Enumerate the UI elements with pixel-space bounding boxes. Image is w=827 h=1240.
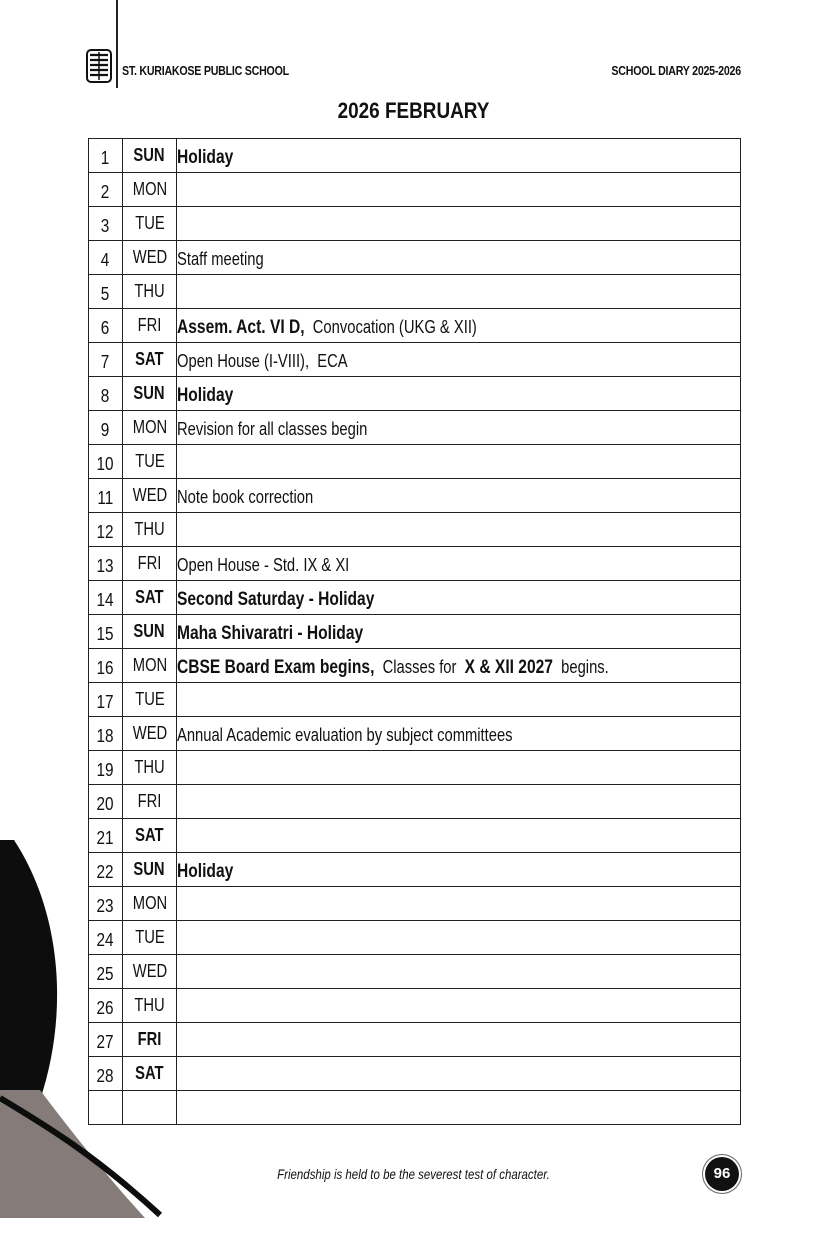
date-cell — [89, 989, 123, 1023]
event-segment: Annual Academic evaluation by subject committees — [177, 725, 513, 745]
event-cell — [177, 547, 741, 581]
date-number: 1 — [101, 148, 110, 168]
date-number: 9 — [101, 420, 110, 440]
event-cell — [177, 819, 741, 853]
date-number: 7 — [101, 352, 110, 372]
calendar-row — [89, 1057, 741, 1091]
weekday-cell — [123, 1091, 177, 1125]
date-number: 10 — [96, 454, 115, 474]
event-cell — [177, 343, 741, 377]
event-segment: Holiday — [177, 146, 234, 168]
date-number: 22 — [96, 862, 115, 882]
date-number: 20 — [96, 794, 115, 814]
event-segment: Holiday — [177, 384, 234, 406]
date-number: 15 — [96, 624, 115, 644]
weekday-cell — [123, 139, 177, 173]
calendar-body — [89, 139, 741, 1125]
weekday-label: SUN — [133, 859, 166, 879]
weekday-cell — [123, 309, 177, 343]
school-name: ST. KURIAKOSE PUBLIC SCHOOL — [122, 63, 289, 78]
date-number: 28 — [96, 1066, 115, 1086]
date-number: 25 — [96, 964, 115, 984]
event-text — [177, 317, 477, 339]
calendar-row — [89, 989, 741, 1023]
weekday-cell — [123, 173, 177, 207]
date-cell — [89, 1023, 123, 1057]
event-segment: Open House - Std. IX & XI — [177, 555, 350, 575]
date-cell — [89, 275, 123, 309]
calendar-row — [89, 751, 741, 785]
weekday-label: SAT — [135, 825, 164, 845]
event-cell — [177, 207, 741, 241]
calendar-row — [89, 173, 741, 207]
event-segment: CBSE Board Exam begins, — [177, 656, 375, 678]
date-number: 16 — [96, 658, 115, 678]
school-crest-icon — [86, 49, 112, 83]
calendar-row — [89, 649, 741, 683]
event-cell — [177, 853, 741, 887]
header-divider — [116, 0, 118, 88]
weekday-label: TUE — [134, 451, 165, 471]
weekday-cell — [123, 513, 177, 547]
event-segment: X & XII 2027 — [464, 656, 553, 678]
event-cell — [177, 377, 741, 411]
event-text — [177, 385, 233, 407]
event-segment: Staff meeting — [177, 249, 264, 269]
date-number: 18 — [96, 726, 115, 746]
weekday-cell — [123, 955, 177, 989]
event-segment: Revision for all classes begin — [177, 419, 368, 439]
weekday-cell — [123, 1023, 177, 1057]
event-text — [177, 623, 363, 645]
calendar-row — [89, 241, 741, 275]
weekday-label: SUN — [133, 621, 166, 641]
event-segment: Note book correction — [177, 487, 314, 507]
event-cell — [177, 581, 741, 615]
event-cell — [177, 139, 741, 173]
weekday-label: WED — [132, 723, 167, 743]
date-cell — [89, 853, 123, 887]
event-segment: ECA — [317, 351, 348, 371]
event-text — [177, 419, 367, 440]
event-cell — [177, 887, 741, 921]
date-number: 4 — [101, 250, 110, 270]
weekday-cell — [123, 207, 177, 241]
date-cell — [89, 241, 123, 275]
event-cell — [177, 955, 741, 989]
date-cell — [89, 513, 123, 547]
calendar-row — [89, 513, 741, 547]
event-text — [177, 589, 374, 611]
weekday-label: WED — [132, 961, 167, 981]
date-cell — [89, 1091, 123, 1125]
event-text — [177, 861, 233, 883]
weekday-label: SUN — [133, 383, 166, 403]
date-number: 17 — [96, 692, 115, 712]
date-number: 21 — [96, 828, 115, 848]
event-cell — [177, 1023, 741, 1057]
date-cell — [89, 479, 123, 513]
date-cell — [89, 173, 123, 207]
weekday-label: MON — [132, 655, 167, 675]
date-cell — [89, 411, 123, 445]
date-cell — [89, 581, 123, 615]
event-cell — [177, 173, 741, 207]
event-text — [177, 657, 609, 679]
calendar-row — [89, 1023, 741, 1057]
event-segment: Second Saturday - Holiday — [177, 588, 375, 610]
date-number: 12 — [96, 522, 115, 542]
event-text — [177, 555, 349, 576]
date-cell — [89, 445, 123, 479]
calendar-row — [89, 785, 741, 819]
calendar-row — [89, 1091, 741, 1125]
date-cell — [89, 921, 123, 955]
event-text — [177, 487, 313, 508]
date-number: 8 — [101, 386, 110, 406]
event-segment: Maha Shivaratri - Holiday — [177, 622, 364, 644]
event-cell — [177, 309, 741, 343]
date-cell — [89, 139, 123, 173]
weekday-label: THU — [134, 995, 165, 1015]
event-segment: Holiday — [177, 860, 234, 882]
date-number: 13 — [96, 556, 115, 576]
calendar-row — [89, 377, 741, 411]
calendar-row — [89, 309, 741, 343]
date-cell — [89, 819, 123, 853]
weekday-cell — [123, 1057, 177, 1091]
weekday-cell — [123, 819, 177, 853]
weekday-cell — [123, 887, 177, 921]
date-number: 2 — [101, 182, 110, 202]
date-number: 23 — [96, 896, 115, 916]
event-cell — [177, 785, 741, 819]
date-cell — [89, 717, 123, 751]
weekday-cell — [123, 853, 177, 887]
event-cell — [177, 241, 741, 275]
calendar-row — [89, 479, 741, 513]
calendar-row — [89, 717, 741, 751]
calendar-row — [89, 207, 741, 241]
weekday-label: SAT — [135, 1063, 164, 1083]
date-cell — [89, 377, 123, 411]
weekday-label: SAT — [135, 587, 164, 607]
event-cell — [177, 921, 741, 955]
calendar-row — [89, 955, 741, 989]
weekday-label: MON — [132, 417, 167, 437]
weekday-cell — [123, 717, 177, 751]
date-number: 6 — [101, 318, 110, 338]
event-cell — [177, 751, 741, 785]
weekday-cell — [123, 649, 177, 683]
weekday-cell — [123, 343, 177, 377]
diary-title: SCHOOL DIARY 2025-2026 — [611, 63, 741, 78]
footer-quote: Friendship is held to be the severest test of character. — [277, 1166, 550, 1182]
date-cell — [89, 343, 123, 377]
calendar-row — [89, 411, 741, 445]
weekday-label: WED — [132, 247, 167, 267]
weekday-label: MON — [132, 179, 167, 199]
date-number: 26 — [96, 998, 115, 1018]
calendar-table — [88, 138, 741, 1125]
black-arc-shape — [0, 840, 57, 1100]
weekday-label: SUN — [133, 145, 166, 165]
date-cell — [89, 887, 123, 921]
date-cell — [89, 785, 123, 819]
weekday-cell — [123, 479, 177, 513]
event-cell — [177, 717, 741, 751]
date-cell — [89, 615, 123, 649]
calendar-row — [89, 547, 741, 581]
date-cell — [89, 649, 123, 683]
date-cell — [89, 955, 123, 989]
weekday-label: TUE — [134, 689, 165, 709]
weekday-cell — [123, 547, 177, 581]
page-title: 2026 FEBRUARY — [337, 98, 490, 123]
date-number: 3 — [101, 216, 110, 236]
weekday-label: FRI — [137, 315, 162, 335]
event-cell — [177, 275, 741, 309]
event-cell — [177, 513, 741, 547]
event-cell — [177, 683, 741, 717]
event-text — [177, 725, 513, 746]
date-cell — [89, 1057, 123, 1091]
event-cell — [177, 1057, 741, 1091]
weekday-cell — [123, 241, 177, 275]
weekday-cell — [123, 377, 177, 411]
event-segment: Open House (I-VIII), — [177, 351, 310, 371]
event-cell — [177, 989, 741, 1023]
weekday-cell — [123, 581, 177, 615]
page-number-badge: 96 — [705, 1157, 739, 1191]
weekday-label: FRI — [137, 1029, 162, 1049]
event-segment: begins. — [561, 656, 609, 677]
event-segment: Convocation (UKG & XII) — [312, 316, 477, 337]
weekday-cell — [123, 411, 177, 445]
event-cell — [177, 445, 741, 479]
event-cell — [177, 1091, 741, 1125]
date-cell — [89, 547, 123, 581]
weekday-label: SAT — [135, 349, 164, 369]
event-cell — [177, 649, 741, 683]
event-text — [177, 147, 233, 169]
weekday-cell — [123, 989, 177, 1023]
weekday-cell — [123, 445, 177, 479]
weekday-label: THU — [134, 757, 165, 777]
date-number: 27 — [96, 1032, 115, 1052]
weekday-cell — [123, 751, 177, 785]
calendar-row — [89, 445, 741, 479]
weekday-label: FRI — [137, 791, 162, 811]
date-number: 11 — [97, 488, 114, 508]
weekday-label: THU — [134, 519, 165, 539]
date-number: 14 — [96, 590, 115, 610]
date-number: 19 — [96, 760, 115, 780]
calendar-row — [89, 581, 741, 615]
calendar-row — [89, 343, 741, 377]
date-cell — [89, 309, 123, 343]
date-number: 5 — [101, 284, 110, 304]
event-segment: Classes for — [382, 656, 457, 677]
weekday-cell — [123, 275, 177, 309]
calendar-row — [89, 921, 741, 955]
calendar-row — [89, 139, 741, 173]
weekday-cell — [123, 683, 177, 717]
event-cell — [177, 615, 741, 649]
weekday-label: TUE — [134, 213, 165, 233]
event-cell — [177, 479, 741, 513]
calendar-row — [89, 615, 741, 649]
weekday-cell — [123, 615, 177, 649]
weekday-cell — [123, 921, 177, 955]
weekday-label: THU — [134, 281, 165, 301]
weekday-label: MON — [132, 893, 167, 913]
calendar-row — [89, 819, 741, 853]
weekday-label: TUE — [134, 927, 165, 947]
date-cell — [89, 751, 123, 785]
event-text — [177, 351, 348, 372]
event-segment: Assem. Act. VI D, — [177, 316, 305, 338]
calendar-row — [89, 683, 741, 717]
date-number: 24 — [96, 930, 115, 950]
event-text — [177, 249, 264, 270]
calendar-row — [89, 887, 741, 921]
weekday-cell — [123, 785, 177, 819]
event-cell — [177, 411, 741, 445]
date-cell — [89, 683, 123, 717]
calendar-row — [89, 853, 741, 887]
calendar-row — [89, 275, 741, 309]
weekday-label: FRI — [137, 553, 162, 573]
weekday-label: WED — [132, 485, 167, 505]
date-cell — [89, 207, 123, 241]
